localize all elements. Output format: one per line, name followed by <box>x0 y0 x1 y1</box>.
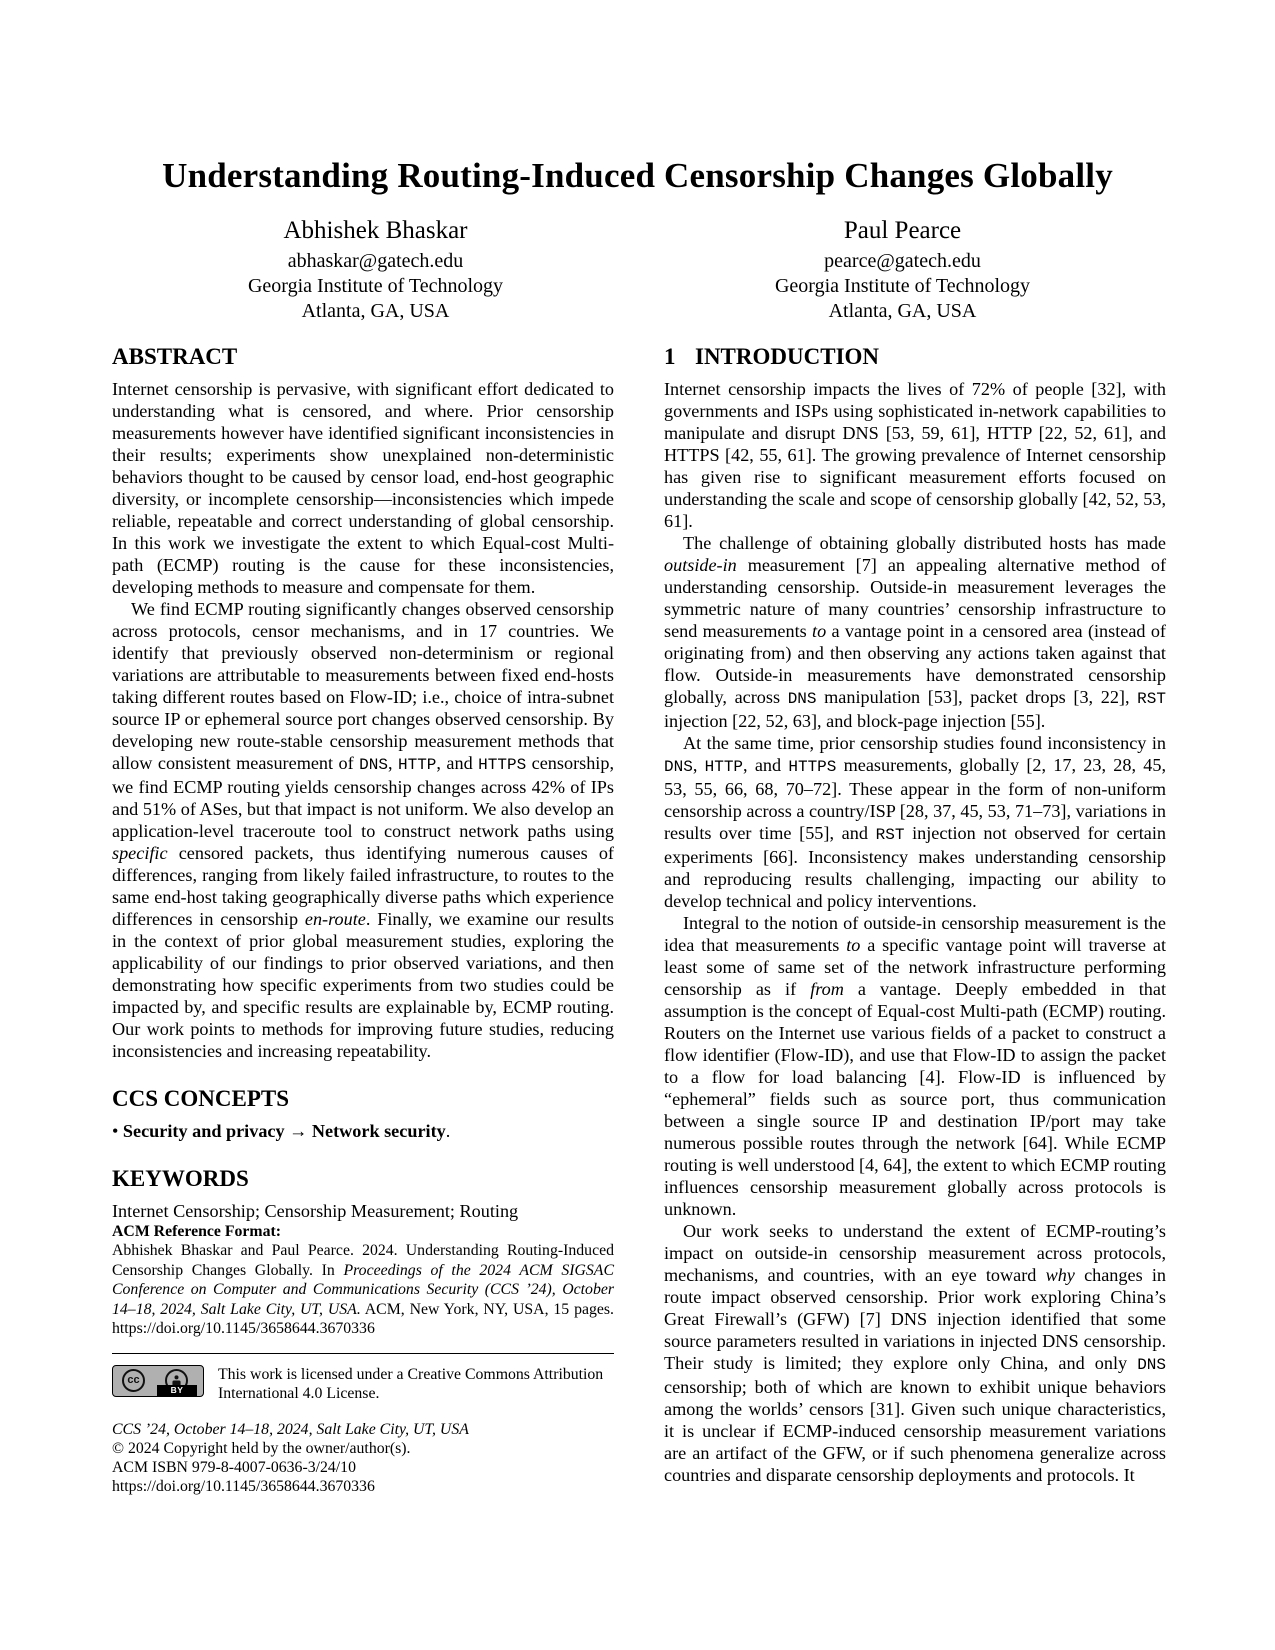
keywords-text: Internet Censorship; Censorship Measurement; Routing <box>112 1201 519 1221</box>
author-location: Atlanta, GA, USA <box>301 300 450 322</box>
author-block <box>112 216 639 324</box>
cc-by-label: BY <box>157 1385 197 1396</box>
author-section <box>112 216 1166 324</box>
author-email[interactable]: abhaskar@gatech.edu <box>287 250 464 272</box>
author-name: Abhishek Bhaskar <box>283 217 468 244</box>
cc-icon: cc <box>122 1369 145 1392</box>
license-block <box>112 1353 614 1404</box>
keywords-section <box>112 1166 614 1222</box>
acm-reference-heading: ACM Reference Format: <box>112 1223 281 1240</box>
author-email[interactable]: pearce@gatech.edu <box>824 250 981 272</box>
isbn-line: ACM ISBN 979-8-4007-0636-3/24/10 <box>112 1458 356 1476</box>
abstract-section <box>112 344 614 1062</box>
paper-title: Understanding Routing-Induced Censorship Changes Globally <box>162 156 1113 195</box>
copyright-line: © 2024 Copyright held by the owner/author(s). <box>112 1439 411 1457</box>
author-location: Atlanta, GA, USA <box>828 300 977 322</box>
copyright-footer <box>112 1420 614 1496</box>
introduction-heading <box>664 344 1166 370</box>
acm-reference-text: Abhishek Bhaskar and Paul Pearce. 2024. Understanding Routing-Induced Censorship Changes Globally. In Proceedings of the 2024 ACM SIGSAC Conference on Computer and Communications Security (CCS ’24), October 14–18, 2024, Salt Lake City, UT, USA. ACM, New York, NY, USA, 15 pages. https://doi.org/10.1145/3658644.3670336 <box>112 1242 614 1337</box>
section-title: INTRODUCTION <box>695 344 880 369</box>
acm-reference-section <box>112 1222 614 1339</box>
ccs-concepts-section <box>112 1086 614 1142</box>
section-number: 1 <box>664 344 676 369</box>
intro-paragraph: Integral to the notion of outside-in censorship measurement is the idea that measurements to a specific vantage point will traverse at least some of same set of the network infrastructure performing censorship as if from a vantage. Deeply embedded in that assumption is the concept of Equal-cost Multi-path (ECMP) routing. Routers on the Internet use various fields of a packet to construct a flow identifier (Flow-ID), and use that Flow-ID to assign the packet to a flow for load balancing [4]. Flow-ID is influenced by “ephemeral” fields such as source port, thus communication between a single source IP and destination IP/port may take numerous possible routes through the network [64]. While ECMP routing is well understood [4, 64], the extent to which ECMP routing influences censorship measurement globally across protocols is unknown. <box>664 913 1166 1219</box>
cc-by-license-badge-icon[interactable] <box>112 1365 204 1397</box>
author-affiliation: Georgia Institute of Technology <box>774 275 1031 297</box>
author-block <box>639 216 1166 324</box>
author-affiliation: Georgia Institute of Technology <box>247 275 504 297</box>
right-column <box>664 344 1166 1486</box>
author-name: Paul Pearce <box>843 217 962 244</box>
introduction-section <box>664 344 1166 1486</box>
left-column <box>112 344 614 1496</box>
conference-info: CCS ’24, October 14–18, 2024, Salt Lake City, UT, USA <box>112 1420 469 1438</box>
abstract-paragraph: Internet censorship is pervasive, with significant effort dedicated to understanding what is censored, and where. Prior censorship measurements however have identified significant inconsistencies in their results; experiments show unexplained non-deterministic behaviors thought to be caused by censor load, end-host geographic diversity, or incomplete censorship—inconsistencies which impede reliable, repeatable and correct understanding of global censorship. In this work we investigate the extent to which Equal-cost Multi-path (ECMP) routing is the cause for these inconsistencies, developing methods to measure and compensate for them. <box>112 379 614 597</box>
doi-link[interactable]: https://doi.org/10.1145/3658644.3670336 <box>112 1477 375 1495</box>
ccs-concepts-heading: CCS CONCEPTS <box>112 1086 290 1111</box>
intro-paragraph: Internet censorship impacts the lives of 72% of people [32], with governments and ISPs using sophisticated in-network capabilities to manipulate and disrupt DNS [53, 59, 61], HTTP [22, 52, 61], and HTTPS [42, 55, 61]. The growing prevalence of Internet censorship has given rise to significant measurement efforts focused on understanding the scale and scope of censorship globally [42, 52, 53, 61]. <box>664 379 1166 531</box>
abstract-paragraph: We find ECMP routing significantly changes observed censorship across protocols, censor mechanisms, and in 17 countries. We identify that previously observed non-determinism or regional variations are attributable to measurements between fixed end-hosts taking different routes based on Flow-ID; i.e., choice of intra-subnet source IP or ephemeral source port changes observed censorship. By developing new route-stable censorship measurement methods that allow consistent measurement of DNS, HTTP, and HTTPS censorship, we find ECMP routing yields censorship changes across 42% of IPs and 51% of ASes, but that impact is not uniform. We also develop an application-level traceroute tool to construct network paths using specific censored packets, thus identifying numerous causes of differences, ranging from likely failed infrastructure, to routes to the same end-host taking geographically diverse paths which experience differences in censorship en-route. Finally, we examine our results in the context of prior global measurement studies, exploring the applicability of our findings to prior observed variations, and then demonstrating how specific experiments from two studies could be impacted by, and specific results are explainable by, ECMP routing. Our work points to methods for improving future studies, reducing inconsistencies and increasing repeatability. <box>112 599 614 1061</box>
intro-paragraph: Our work seeks to understand the extent of ECMP-routing’s impact on outside-in censorship measurement across protocols, mechanisms, and countries, with an eye toward why changes in route impact observed censorship. Prior work exploring China’s Great Firewall’s (GFW) [7] DNS injection identified that some source parameters resulted in variations in injected DNS censorship. Their study is limited; they explore only China, and only DNS censorship; both of which are known to exhibit unique behaviors among the worlds’ censors [31]. Given such unique characteristics, it is unclear if ECMP-induced censorship measurement variations are an artifact of the GFW, or if such phenomena generalize across countries and disparate censorship deployments and protocols. It <box>664 1221 1166 1485</box>
license-text: This work is licensed under a Creative Commons Attribution International 4.0 License. <box>218 1365 604 1402</box>
keywords-heading: KEYWORDS <box>112 1166 249 1191</box>
intro-paragraph: At the same time, prior censorship studies found inconsistency in DNS, HTTP, and HTTPS measurements, globally [2, 17, 23, 28, 45, 53, 55, 66, 68, 70–72]. These appear in the form of non-uniform censorship across a country/ISP [28, 37, 45, 53, 71–73], variations in results over time [55], and RST injection not observed for certain experiments [66]. Inconsistency makes understanding censorship and reproducing results challenging, impacting our ability to develop technical and policy interventions. <box>664 733 1167 911</box>
abstract-heading: ABSTRACT <box>112 344 238 369</box>
ccs-concept-entry: • Security and privacy → Network security. <box>112 1121 451 1141</box>
intro-paragraph: The challenge of obtaining globally distributed hosts has made outside-in measurement [7] an appealing alternative method of understanding censorship. Outside-in measurement leverages the symmetric nature of many countries’ censorship infrastructure to send measurements to a vantage point in a censored area (instead of originating from) and then observing any actions taken against that flow. Outside-in measurements have demonstrated censorship globally, across DNS manipulation [53], packet drops [3, 22], RST injection [22, 52, 63], and block-page injection [55]. <box>664 533 1166 731</box>
